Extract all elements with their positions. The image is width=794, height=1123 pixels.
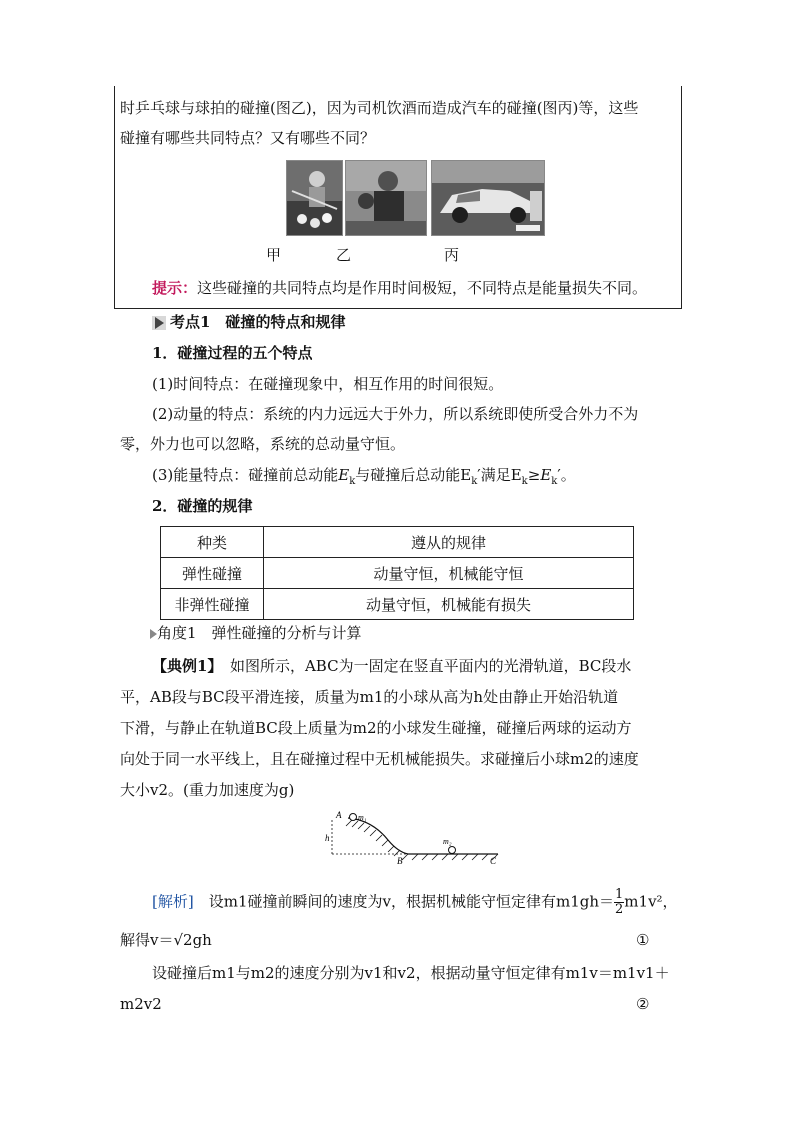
table-row [161, 589, 634, 620]
example-line-5: 大小v2。(重力加速度为g) [120, 781, 295, 799]
example-line-1: 【典例1】 如图所示，ABC为一固定在竖直平面内的光滑轨道，BC段水 [152, 657, 632, 675]
heading-rules: 2．碰撞的规律 [152, 497, 253, 515]
play-arrow-icon [152, 316, 166, 330]
hint-label: 提示： [152, 279, 198, 297]
photo-label-bing: 丙 [444, 246, 460, 264]
label-m1: m₁ [358, 813, 367, 822]
hint [152, 278, 647, 298]
photo-billiards [286, 160, 343, 236]
label-B: B [397, 856, 403, 866]
solution-line-1: [解析] 设m1碰撞前瞬间的速度为v，根据机械能守恒定律有m1gh＝ $\frac{1}{2}$ m1v²， [152, 887, 678, 917]
table-cell: 非弹性碰撞 [161, 589, 264, 620]
table-cell: 弹性碰撞 [161, 558, 264, 589]
heading-five-features: 1．碰撞过程的五个特点 [152, 344, 313, 362]
solution-line-4: m2v2 [120, 995, 162, 1013]
photo-label-jia: 甲 [266, 246, 282, 264]
section-title-row [152, 312, 345, 332]
label-h: h [325, 833, 330, 843]
equation-mark-2: ② [636, 995, 650, 1013]
feature-energy: (3)能量特点：碰撞前总动能$E_k$与碰撞后总动能$E_k'$满足$E_k\ge E_k'$。 [152, 466, 576, 487]
question-line-1: 时乒乓球与球拍的碰撞(图乙)，因为司机饮酒而造成汽车的碰撞(图丙)等，这些 [120, 99, 639, 117]
track-figure [322, 810, 502, 868]
photo-label-yi: 乙 [336, 246, 352, 264]
solution-line-2: 解得v＝√2gh [120, 931, 212, 949]
equation-mark-1: ① [636, 931, 650, 949]
feature-momentum-1: (2)动量的特点：系统的内力远远大于外力，所以系统即使所受合外力不为 [152, 405, 639, 423]
table-cell: 动量守恒，机械能有损失 [264, 589, 634, 620]
feature-momentum-2: 零，外力也可以忽略，系统的总动量守恒。 [120, 435, 406, 453]
photo-car-crash [431, 160, 545, 236]
section-title: 考点1 碰撞的特点和规律 [170, 313, 346, 331]
table-header-row [161, 527, 634, 558]
triangle-icon [150, 629, 157, 639]
example-line-3: 下滑，与静止在轨道BC段上质量为m2的小球发生碰撞，碰撞后两球的运动方 [120, 719, 632, 737]
table-row [161, 558, 634, 589]
table-header-kind: 种类 [161, 527, 264, 558]
label-C: C [490, 856, 497, 866]
question-line-2: 碰撞有哪些共同特点？又有哪些不同？ [120, 129, 376, 147]
example-line-2: 平，AB段与BC段平滑连接，质量为m1的小球从高为h处由静止开始沿轨道 [120, 688, 619, 706]
angle-title: 角度1 弹性碰撞的分析与计算 [157, 624, 362, 642]
photo-table-tennis [345, 160, 427, 236]
solution-line-3: 设碰撞后m1与m2的速度分别为v1和v2，根据动量守恒定律有m1v＝m1v1＋ [152, 964, 670, 982]
label-A: A [336, 810, 342, 820]
hint-text: 这些碰撞的共同特点均是作用时间极短，不同特点是能量损失不同。 [197, 279, 648, 297]
example-label: 【典例1】 [152, 657, 215, 675]
solution-label: [解析] [152, 892, 194, 911]
feature-time: (1)时间特点：在碰撞现象中，相互作用的时间很短。 [152, 375, 504, 393]
table-header-rule: 遵从的规律 [264, 527, 634, 558]
fraction-one-half: $\frac{1}{2}$ [615, 887, 624, 917]
collision-rules-table [160, 526, 634, 620]
angle-heading-row [150, 623, 362, 643]
example-line-4: 向处于同一水平线上，且在碰撞过程中无机械能损失。求碰撞后小球m2的速度 [120, 750, 639, 768]
table-cell: 动量守恒，机械能守恒 [264, 558, 634, 589]
label-m2: m₂ [443, 837, 452, 846]
